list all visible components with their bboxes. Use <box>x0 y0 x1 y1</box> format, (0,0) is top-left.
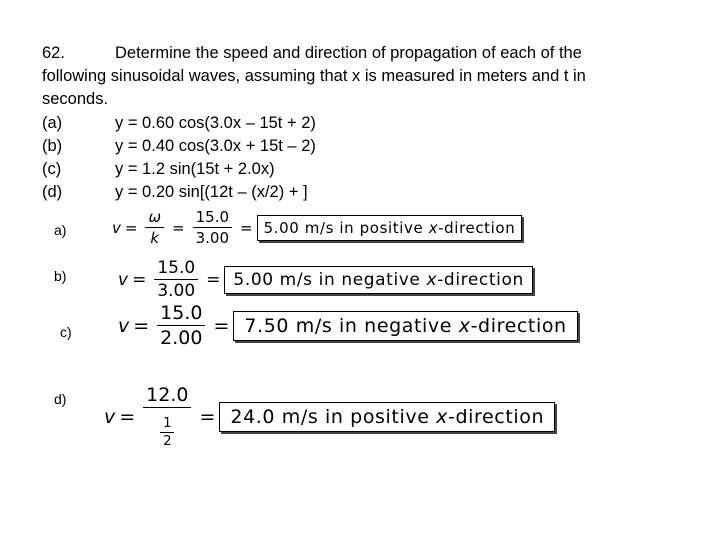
denominator: 3.00 <box>157 281 196 301</box>
solution-c-label: c) <box>60 324 72 340</box>
answer-speed: 24.0 m/s in <box>230 405 344 428</box>
velocity-symbol: v <box>118 314 130 337</box>
numerator: 12.0 <box>143 384 191 408</box>
answer-speed: 5.00 m/s in <box>233 269 336 290</box>
problem-text-2: following sinusoidal waves, assuming that x is measured in meters and t in <box>42 67 586 86</box>
half-denominator: 2 <box>163 434 172 449</box>
solution-a-equation <box>112 208 522 247</box>
answer-speed: 5.00 m/s in <box>263 218 355 237</box>
equals-sign: = <box>132 269 147 290</box>
answer-axis: x <box>428 218 439 237</box>
numerator: 15.0 <box>193 208 232 228</box>
numeric-fraction <box>143 384 191 449</box>
problem-text-1: Determine the speed and direction of propagation of each of the <box>115 44 582 62</box>
problem-line-2 <box>42 65 662 88</box>
problem-line-3 <box>42 88 662 111</box>
part-label: (c) <box>42 159 62 178</box>
problem-number: 62. <box>42 44 65 62</box>
answer-direction: positive <box>350 405 430 428</box>
velocity-symbol: v <box>112 218 121 237</box>
answer-box <box>219 402 555 432</box>
numeric-fraction <box>193 208 232 247</box>
part-equation: y = 0.20 sin[(12t – (x/2) + ] <box>115 183 308 202</box>
answer-direction: positive <box>359 218 424 237</box>
problem-text-3: seconds. <box>42 90 109 109</box>
equals-sign: = <box>213 314 230 337</box>
numerator: 15.0 <box>157 302 205 326</box>
solution-b-label: b) <box>54 268 67 284</box>
answer-suffix: -direction <box>437 269 524 290</box>
denominator: 2.00 <box>160 327 203 349</box>
answer-box <box>224 266 532 294</box>
half-numerator: 1 <box>160 416 174 433</box>
equals-sign: = <box>119 405 136 428</box>
equals-sign: = <box>133 314 150 337</box>
answer-direction: negative <box>364 314 453 337</box>
denominator: 3.00 <box>195 229 230 247</box>
velocity-symbol: v <box>104 405 116 428</box>
equals-sign: = <box>206 269 221 290</box>
answer-box <box>233 311 577 341</box>
part-c <box>42 158 662 181</box>
solution-c-equation <box>118 302 578 349</box>
answer-axis: x <box>426 269 438 290</box>
equals-sign: = <box>124 218 138 237</box>
answer-axis: x <box>458 314 471 337</box>
k-symbol: k <box>150 229 160 247</box>
answer-suffix: -direction <box>438 218 516 237</box>
equals-sign: = <box>172 218 185 237</box>
answer-suffix: -direction <box>448 405 545 428</box>
part-label: (d) <box>42 183 63 202</box>
part-a <box>42 112 662 135</box>
part-equation: y = 0.60 cos(3.0x – 15t + 2) <box>115 113 316 132</box>
omega-over-k <box>145 208 164 247</box>
numeric-fraction <box>157 302 205 349</box>
answer-direction: negative <box>341 269 421 290</box>
numerator: 15.0 <box>154 258 198 280</box>
problem-statement <box>42 42 662 204</box>
part-label: (a) <box>42 113 63 132</box>
solution-b-equation <box>118 258 533 301</box>
answer-suffix: -direction <box>470 314 567 337</box>
part-b <box>42 135 662 158</box>
answer-axis: x <box>436 405 448 428</box>
part-label: (b) <box>42 136 63 155</box>
numeric-fraction <box>154 258 198 301</box>
solution-a-label: a) <box>54 222 67 238</box>
answer-box <box>257 215 523 241</box>
part-equation: y = 1.2 sin(15t + 2.0x) <box>115 159 275 178</box>
problem-line-1 <box>42 42 662 65</box>
part-d <box>42 181 662 204</box>
denominator <box>157 408 177 449</box>
half-fraction <box>160 416 174 449</box>
solution-d-label: d) <box>54 391 67 407</box>
equals-sign: = <box>240 218 253 237</box>
solution-d-equation <box>104 384 555 449</box>
part-equation: y = 0.40 cos(3.0x + 15t – 2) <box>115 136 316 155</box>
equals-sign: = <box>199 405 216 428</box>
answer-speed: 7.50 m/s in <box>244 314 358 337</box>
velocity-symbol: v <box>118 269 129 290</box>
omega-symbol: ω <box>145 208 164 228</box>
